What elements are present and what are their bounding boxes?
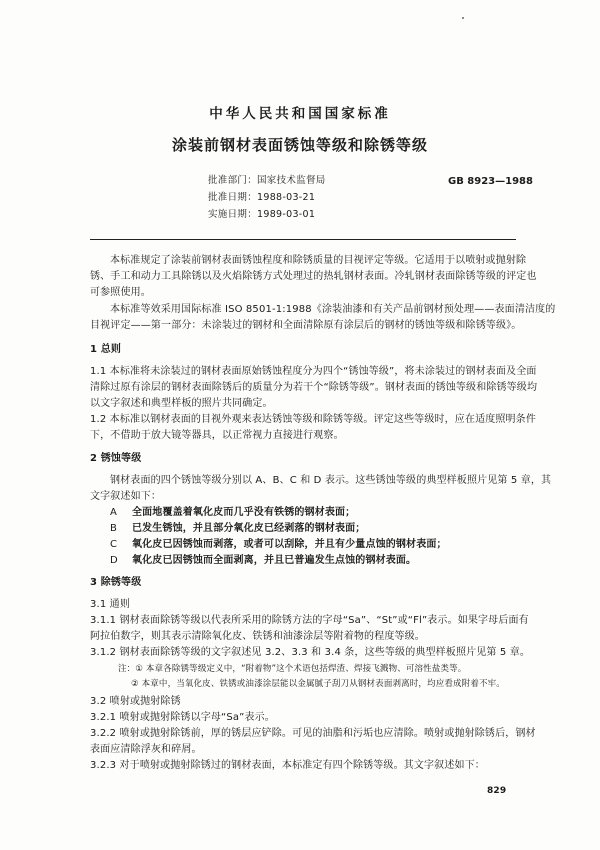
note-1: 注：① 本章各除锈等级定义中，“附着物”这个术语包括焊渣、焊接飞溅物、可溶性盐类等。 (118, 664, 467, 674)
intro-line: 本标准等效采用国际标准 ISO 8501-1:1988《涂装油漆和有关产品前钢材预处理——表面清洁度的 (110, 304, 556, 315)
section-2-intro-line: 文字叙述如下： (90, 491, 162, 502)
section-2-intro-line: 钢材表面的四个锈蚀等级分别以 A、B、C 和 D 表示。这些锈蚀等级的典型样板照片见第 5 章，其 (110, 475, 552, 486)
standard-category-header: 中华人民共和国国家标准 (209, 106, 391, 122)
clause-3-2-2-line: 表面应清除浮灰和碎屑。 (90, 744, 202, 755)
page-number: 829 (487, 786, 507, 796)
rust-grade-c-text: 氧化皮已因锈蚀而剥落，或者可以刮除，并且有少量点蚀的钢材表面； (132, 539, 447, 550)
rust-grade-b-text: 已发生锈蚀，并且部分氧化皮已经剥落的钢材表面； (132, 523, 366, 534)
header-divider (90, 239, 516, 240)
rust-grade-c-label: C (110, 539, 118, 550)
clause-3-1-1-line: 阿拉伯数字，则其表示清除氧化皮、铁锈和油漆涂层等附着物的程度等级。 (90, 631, 425, 642)
clause-3-2-heading: 3.2 喷射或抛射除锈 (90, 696, 181, 707)
rust-grade-d-text: 氧化皮已因锈蚀而全面剥离，并且已普遍发生点蚀的钢材表面。 (132, 555, 417, 566)
clause-1-1-line: 以文字叙述和典型样板的照片共同确定。 (90, 398, 273, 409)
clause-3-1-heading: 3.1 通则 (90, 599, 130, 610)
clause-3-1-2-line: 3.1.2 钢材表面除锈等级的文字叙述见 3.2、3.3 和 3.4 条，这些等级的典型样板照片见第 5 章。 (90, 647, 531, 658)
intro-line: 锈、手工和动力工具除锈以及火焰除锈方式处理过的热轧钢材表面。冷轧钢材表面除锈等级的评定也 (90, 271, 537, 282)
approver-line: 批准部门：国家技术监督局 (208, 175, 326, 186)
rust-grade-b-label: B (110, 523, 118, 534)
document-title: 涂装前钢材表面锈蚀等级和除锈等级 (171, 136, 428, 154)
clause-3-1-1-line: 3.1.1 钢材表面除锈等级以代表所采用的除锈方法的字母“Sa”、“St”或“Fl”表示。如果字母后面有 (90, 615, 529, 626)
clause-1-1-line: 1.1 本标准将未涂装过的钢材表面原始锈蚀程度分为四个“锈蚀等级”，将未涂装过的钢材表面及全面 (90, 366, 537, 377)
intro-line: 可参照使用。 (90, 287, 151, 298)
clause-3-2-1-line: 3.2.1 喷射或抛射除锈以字母“Sa”表示。 (90, 712, 275, 723)
clause-1-1-line: 清除过原有涂层的钢材表面除锈后的质量分为若干个“除锈等级”。钢材表面的锈蚀等级和除锈等级均 (90, 382, 538, 393)
rust-grade-a-label: A (110, 507, 117, 518)
rust-grade-d-label: D (110, 555, 118, 566)
effective-date-line: 实施日期：1989-03-01 (208, 209, 316, 220)
intro-line: 本标准规定了涂装前钢材表面锈蚀程度和除锈质量的目视评定等级。它适用于以喷射或抛射除 (110, 255, 527, 266)
note-2: ② 本章中，当氧化皮、铁锈或油漆涂层能以金属腻子刮刀从钢材表面剥离时，均应看成附着不牢。 (131, 679, 505, 689)
section-2-heading: 2 锈蚀等级 (90, 453, 142, 464)
standard-code: GB 8923—1988 (448, 176, 533, 187)
approval-date-line: 批准日期：1988-03-21 (208, 192, 316, 203)
rust-grade-a-text: 全面地覆盖着氧化皮而几乎没有铁锈的钢材表面； (132, 507, 356, 518)
scan-speck (462, 17, 464, 19)
clause-3-2-2-line: 3.2.2 喷射或抛射除锈前，厚的锈层应铲除。可见的油脂和污垢也应清除。喷射或抛射除锈后，钢材 (90, 728, 536, 739)
clause-1-2-line: 下，不借助于放大镜等器具，以正常视力直接进行观察。 (90, 430, 344, 441)
clause-3-2-3-line: 3.2.3 对于喷射或抛射除锈过的钢材表面，本标准定有四个除锈等级。其文字叙述如下： (90, 760, 485, 771)
section-1-heading: 1 总则 (90, 344, 122, 355)
clause-1-2-line: 1.2 本标准以钢材表面的目视外观来表达锈蚀等级和除锈等级。评定这些等级时，应在适度照明条件 (90, 414, 536, 425)
intro-line: 目视评定——第一部分：未涂装过的钢材和全面清除原有涂层后的钢材的锈蚀等级和除锈等级》。 (90, 320, 522, 331)
section-3-heading: 3 除锈等级 (90, 577, 142, 588)
